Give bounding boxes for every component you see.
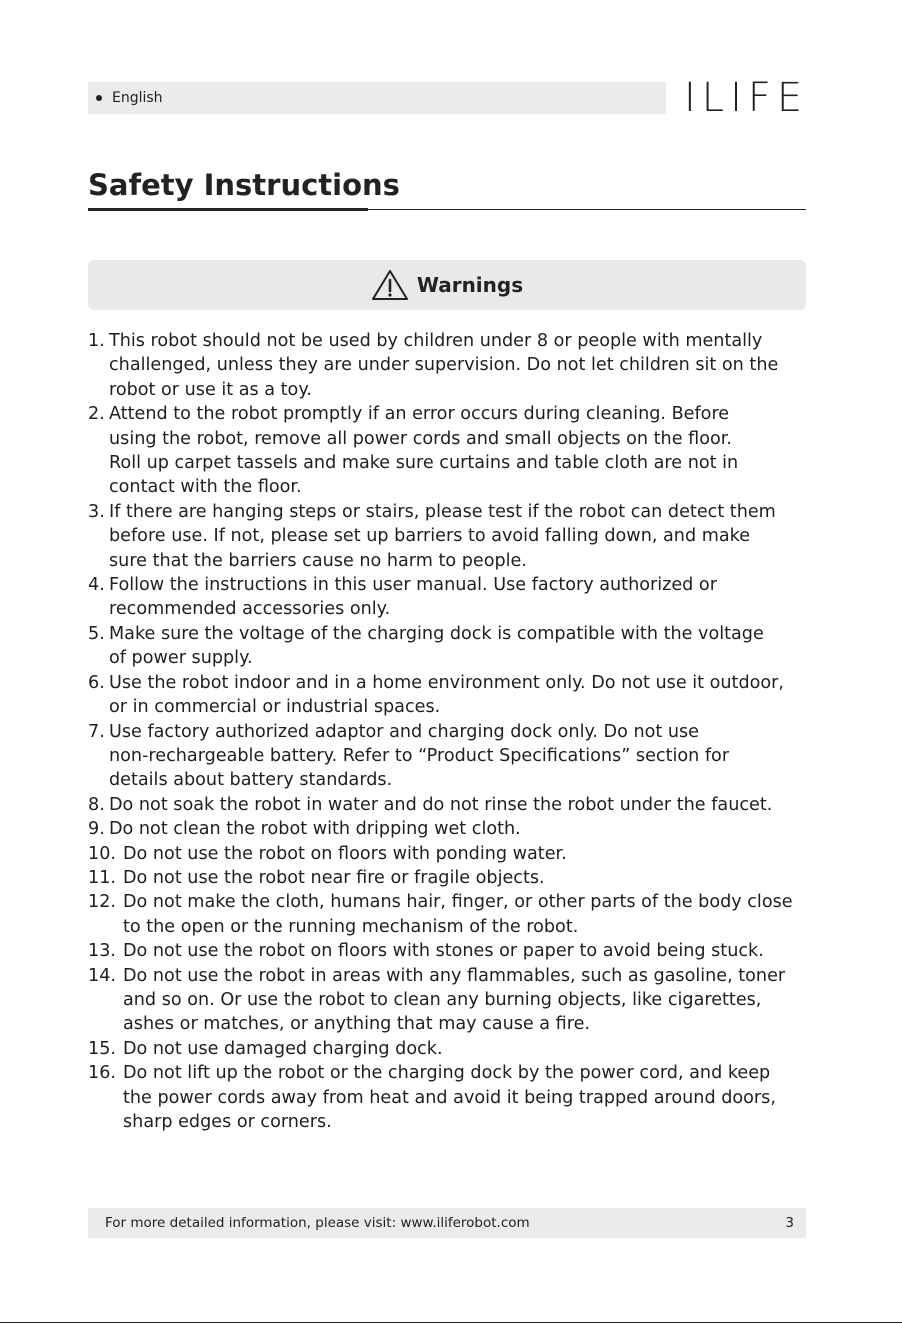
instruction-item <box>88 573 812 622</box>
instruction-item <box>88 866 812 890</box>
instruction-text-line: Use factory authorized adaptor and charging dock only. Do not use <box>109 721 699 742</box>
instruction-number: 8. <box>88 794 105 815</box>
instruction-item <box>88 890 812 939</box>
instruction-item <box>88 671 812 720</box>
instruction-number: 11. <box>88 867 116 888</box>
warning-triangle-icon <box>371 269 409 301</box>
instruction-item <box>88 402 812 500</box>
instruction-text-line: challenged, unless they are under supervision. Do not let children sit on the <box>109 355 779 376</box>
instruction-text-line: Roll up carpet tassels and make sure curtains and table cloth are not in <box>109 453 739 474</box>
instruction-text-line: Do not clean the robot with dripping wet cloth. <box>109 819 521 840</box>
instruction-number: 1. <box>88 331 105 351</box>
page-number: 3 <box>785 1215 794 1231</box>
instruction-text-line: Do not use damaged charging dock. <box>123 1038 443 1059</box>
instruction-text-line: Do not use the robot on floors with stones or paper to avoid being stuck. <box>123 941 764 962</box>
footer-bar <box>88 1208 806 1238</box>
instruction-text-line: Use the robot indoor and in a home environment only. Do not use it outdoor, <box>109 672 784 693</box>
instruction-text-line: the power cords away from heat and avoid it being trapped around doors, <box>123 1087 776 1108</box>
instruction-number: 6. <box>88 672 105 693</box>
title-rule <box>368 209 806 210</box>
instruction-number: 3. <box>88 501 105 522</box>
instruction-text-line: ashes or matches, or anything that may cause a fire. <box>123 1014 591 1035</box>
instruction-text-line: If there are hanging steps or stairs, please test if the robot can detect them <box>109 501 776 522</box>
page-title: Safety Instructions <box>88 168 400 202</box>
page-bottom-rule <box>0 1322 902 1323</box>
instruction-item <box>88 1037 812 1061</box>
instruction-text-line: Do not use the robot in areas with any flammables, such as gasoline, toner <box>123 965 786 986</box>
instruction-text-line: and so on. Or use the robot to clean any burning objects, like cigarettes, <box>123 989 762 1010</box>
instruction-text-line: details about battery standards. <box>109 770 393 791</box>
instruction-number: 16. <box>88 1063 116 1084</box>
instruction-text-line: of power supply. <box>109 648 253 669</box>
instruction-text-line: contact with the floor. <box>109 477 302 498</box>
instruction-text-line: sure that the barriers cause no harm to people. <box>109 550 527 571</box>
instruction-text-line: Do not soak the robot in water and do not rinse the robot under the faucet. <box>109 794 773 815</box>
instruction-text-line: sharp edges or corners. <box>123 1112 332 1132</box>
title-underline <box>88 208 368 211</box>
instruction-number: 10. <box>88 843 116 864</box>
instruction-item <box>88 939 812 963</box>
warnings-label: Warnings <box>416 273 524 297</box>
instruction-text-line: This robot should not be used by children under 8 or people with mentally <box>109 331 763 351</box>
instruction-item <box>88 793 812 817</box>
bullet-icon <box>96 95 102 101</box>
footer-text: For more detailed information, please visit: www.iliferobot.com <box>105 1215 530 1231</box>
instruction-number: 15. <box>88 1038 116 1059</box>
instruction-item <box>88 1061 812 1134</box>
instruction-number: 9. <box>88 819 105 840</box>
safety-instructions-list <box>88 329 812 1134</box>
ilife-logo: ILIFE <box>684 75 809 121</box>
instruction-number: 7. <box>88 721 105 742</box>
instruction-text-line: to the open or the running mechanism of the robot. <box>123 916 579 937</box>
instruction-text-line: Do not lift up the robot or the charging dock by the power cord, and keep <box>123 1063 771 1084</box>
instruction-number: 4. <box>88 575 105 596</box>
instruction-item <box>88 842 812 866</box>
instruction-item <box>88 817 812 841</box>
instruction-number: 14. <box>88 965 116 986</box>
instruction-item <box>88 329 812 402</box>
instruction-number: 13. <box>88 941 116 962</box>
instruction-text-line: Do not use the robot on floors with ponding water. <box>123 843 567 864</box>
instruction-text-line: Attend to the robot promptly if an error occurs during cleaning. Before <box>109 404 730 425</box>
instruction-text-line: or in commercial or industrial spaces. <box>109 697 441 718</box>
instruction-text-line: using the robot, remove all power cords and small objects on the floor. <box>109 428 732 449</box>
instruction-item <box>88 500 812 573</box>
language-label: English <box>112 90 163 106</box>
instruction-text-line: non-rechargeable battery. Refer to “Product Specifications” section for <box>109 745 730 766</box>
instruction-text-line: Make sure the voltage of the charging dock is compatible with the voltage <box>109 623 764 644</box>
instruction-text-line: Do not use the robot near fire or fragile objects. <box>123 867 545 888</box>
instruction-number: 2. <box>88 404 105 425</box>
instruction-item <box>88 720 812 793</box>
language-header-bar <box>88 82 666 114</box>
instruction-text-line: robot or use it as a toy. <box>109 379 312 400</box>
warnings-banner <box>88 260 806 310</box>
instruction-text-line: Do not make the cloth, humans hair, finger, or other parts of the body close <box>123 892 793 913</box>
instruction-text-line: before use. If not, please set up barriers to avoid falling down, and make <box>109 526 751 547</box>
instruction-text-line: recommended accessories only. <box>109 599 391 620</box>
instruction-number: 12. <box>88 892 116 913</box>
instruction-text-line: Follow the instructions in this user manual. Use factory authorized or <box>109 575 717 596</box>
instruction-number: 5. <box>88 623 105 644</box>
instruction-item <box>88 622 812 671</box>
instruction-item <box>88 964 812 1037</box>
